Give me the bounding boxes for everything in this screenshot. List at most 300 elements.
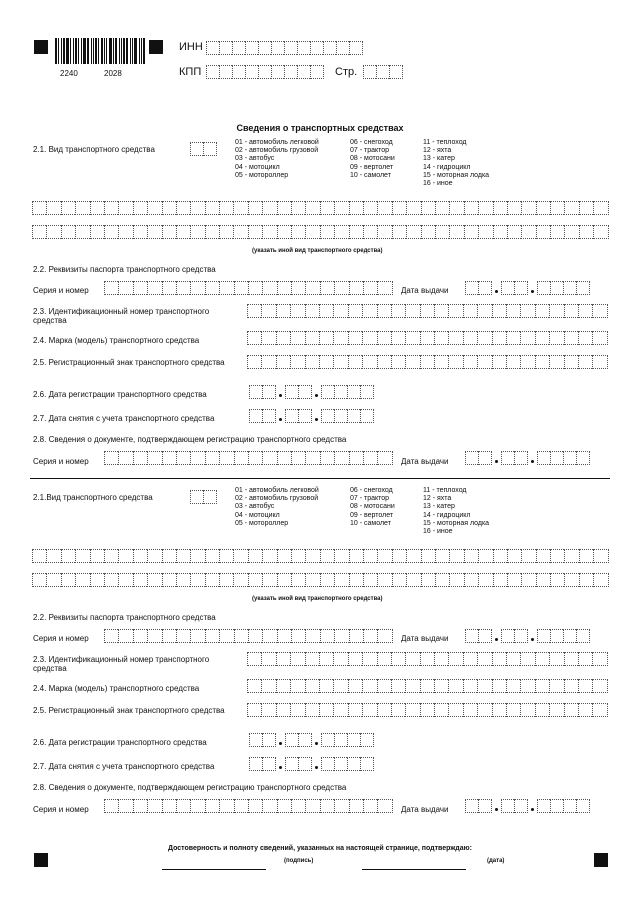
input-cell[interactable] xyxy=(133,799,147,813)
input-cell[interactable] xyxy=(104,573,118,587)
input-cell[interactable] xyxy=(247,703,261,717)
input-cell[interactable] xyxy=(391,679,405,693)
input-cell[interactable] xyxy=(360,757,374,771)
vehicle-type-code-item: 04 - мотоцикл xyxy=(235,163,280,171)
vehicle-type-code-item: 09 - вертолет xyxy=(350,511,394,519)
input-cell[interactable] xyxy=(334,549,348,563)
vehicle-type-code-item: 04 - мотоцикл xyxy=(235,511,280,519)
input-cell[interactable] xyxy=(549,652,563,666)
reg-doc-series-label: Серия и номер xyxy=(33,457,89,466)
input-cell[interactable] xyxy=(290,679,304,693)
input-cell[interactable] xyxy=(593,573,608,587)
input-cell[interactable] xyxy=(477,703,491,717)
date-hint: (дата) xyxy=(487,858,505,864)
reg-doc-series-field[interactable] xyxy=(104,799,393,813)
input-cell[interactable] xyxy=(190,490,203,504)
reg-date-year[interactable] xyxy=(321,733,374,747)
input-cell[interactable] xyxy=(320,549,334,563)
input-cell[interactable] xyxy=(233,573,247,587)
input-cell[interactable] xyxy=(477,652,491,666)
input-cell[interactable] xyxy=(205,799,219,813)
vehicle-type-code-item: 06 - снегоход xyxy=(350,139,393,146)
input-cell[interactable] xyxy=(248,573,262,587)
vehicle-type-code-item: 16 - иное xyxy=(423,528,453,536)
input-cell[interactable] xyxy=(46,573,60,587)
input-cell[interactable] xyxy=(377,652,391,666)
vehicle-type-code-item: 16 - иное xyxy=(423,180,453,188)
input-cell[interactable] xyxy=(463,679,477,693)
input-cell[interactable] xyxy=(464,573,478,587)
input-cell[interactable] xyxy=(333,679,347,693)
input-cell[interactable] xyxy=(578,703,592,717)
input-cell[interactable] xyxy=(478,629,492,643)
dereg-date-year[interactable] xyxy=(321,757,374,771)
input-cell[interactable] xyxy=(465,629,478,643)
input-cell[interactable] xyxy=(421,549,435,563)
input-cell[interactable] xyxy=(190,629,204,643)
input-cell[interactable] xyxy=(507,549,521,563)
input-cell[interactable] xyxy=(334,629,348,643)
reg-doc-issue-date-dot1 xyxy=(495,808,498,811)
input-cell[interactable] xyxy=(262,629,276,643)
input-cell[interactable] xyxy=(305,679,319,693)
other-type-row-1[interactable] xyxy=(32,549,609,563)
vehicle-type-code-item: 10 - самолет xyxy=(350,519,391,527)
input-cell[interactable] xyxy=(478,549,492,563)
input-cell[interactable] xyxy=(147,799,161,813)
input-cell[interactable] xyxy=(564,679,578,693)
input-cell[interactable] xyxy=(349,573,363,587)
input-cell[interactable] xyxy=(520,703,534,717)
input-cell[interactable] xyxy=(435,573,449,587)
input-cell[interactable] xyxy=(90,573,104,587)
input-cell[interactable] xyxy=(305,549,319,563)
input-cell[interactable] xyxy=(162,573,176,587)
reg-sign-label: 2.5. Регистрационный знак транспортного средства xyxy=(33,358,225,367)
input-cell[interactable] xyxy=(133,573,147,587)
input-cell[interactable] xyxy=(334,799,348,813)
input-cell[interactable] xyxy=(321,757,334,771)
input-cell[interactable] xyxy=(564,549,578,563)
input-cell[interactable] xyxy=(434,652,448,666)
vehicle-type-code-item: 05 - мотороллер xyxy=(235,171,289,179)
input-cell[interactable] xyxy=(320,629,334,643)
input-cell[interactable] xyxy=(298,733,312,747)
input-cell[interactable] xyxy=(449,573,463,587)
input-cell[interactable] xyxy=(190,549,204,563)
input-cell[interactable] xyxy=(219,549,233,563)
input-cell[interactable] xyxy=(506,652,520,666)
vehicle-type-code-item: 05 - мотороллер xyxy=(235,519,289,527)
input-cell[interactable] xyxy=(391,703,405,717)
reg-doc-issue-date-label: Дата выдачи xyxy=(401,457,449,466)
input-cell[interactable] xyxy=(363,549,377,563)
reg-doc-label: 2.8. Сведения о документе, подтверждающем регистрацию транспортного средства xyxy=(33,783,347,792)
reg-sign-field[interactable] xyxy=(247,703,608,717)
input-cell[interactable] xyxy=(321,733,334,747)
passport-issue-date-dot2 xyxy=(531,638,534,641)
input-cell[interactable] xyxy=(592,679,607,693)
vehicle-type-code-item: 10 - самолет xyxy=(350,171,391,179)
vehicle-type-label: 2.1. Вид транспортного средства xyxy=(33,145,155,154)
input-cell[interactable] xyxy=(535,652,549,666)
reg-date-month[interactable] xyxy=(285,733,312,747)
input-cell[interactable] xyxy=(434,703,448,717)
input-cell[interactable] xyxy=(320,799,334,813)
input-cell[interactable] xyxy=(434,679,448,693)
vehicle-type-code-item: 11 - теплоход xyxy=(423,139,467,146)
input-cell[interactable] xyxy=(550,573,564,587)
input-cell[interactable] xyxy=(291,799,305,813)
input-cell[interactable] xyxy=(219,629,233,643)
input-cell[interactable] xyxy=(291,573,305,587)
input-cell[interactable] xyxy=(277,629,291,643)
reg-doc-issue-date-month[interactable] xyxy=(501,799,528,813)
input-cell[interactable] xyxy=(362,679,376,693)
input-cell[interactable] xyxy=(190,799,204,813)
input-cell[interactable] xyxy=(176,549,190,563)
input-cell[interactable] xyxy=(550,629,563,643)
input-cell[interactable] xyxy=(514,799,528,813)
input-cell[interactable] xyxy=(205,573,219,587)
passport-series-field[interactable] xyxy=(104,629,393,643)
input-cell[interactable] xyxy=(592,703,607,717)
input-cell[interactable] xyxy=(305,703,319,717)
input-cell[interactable] xyxy=(576,799,590,813)
input-cell[interactable] xyxy=(347,733,360,747)
input-cell[interactable] xyxy=(133,629,147,643)
input-cell[interactable] xyxy=(262,549,276,563)
input-cell[interactable] xyxy=(320,573,334,587)
reg-doc-issue-date-year[interactable] xyxy=(537,799,590,813)
input-cell[interactable] xyxy=(277,573,291,587)
input-cell[interactable] xyxy=(478,799,492,813)
input-cell[interactable] xyxy=(276,703,290,717)
other-type-hint: (указать иной вид транспортного средства) xyxy=(252,596,383,602)
input-cell[interactable] xyxy=(492,703,506,717)
input-cell[interactable] xyxy=(578,652,592,666)
input-cell[interactable] xyxy=(277,799,291,813)
input-cell[interactable] xyxy=(147,549,161,563)
input-cell[interactable] xyxy=(391,652,405,666)
input-cell[interactable] xyxy=(493,573,507,587)
input-cell[interactable] xyxy=(32,573,46,587)
signature-line[interactable] xyxy=(162,869,266,870)
input-cell[interactable] xyxy=(319,652,333,666)
vehicle-type-code-item: 01 - автомобиль легковой xyxy=(235,487,319,494)
input-cell[interactable] xyxy=(291,629,305,643)
vehicle-type-codes-codes-col3 xyxy=(423,487,489,536)
input-cell[interactable] xyxy=(203,490,217,504)
input-cell[interactable] xyxy=(334,573,348,587)
input-cell[interactable] xyxy=(377,679,391,693)
input-cell[interactable] xyxy=(363,629,377,643)
input-cell[interactable] xyxy=(593,549,608,563)
vehicle-type-code-item: 01 - автомобиль легковой xyxy=(235,139,319,146)
input-cell[interactable] xyxy=(276,679,290,693)
input-cell[interactable] xyxy=(550,799,563,813)
brand-label: 2.4. Марка (модель) транспортного средства xyxy=(33,336,200,345)
vehicle-type-code-item: 08 - мотосани xyxy=(350,155,395,163)
input-cell[interactable] xyxy=(247,679,261,693)
input-cell[interactable] xyxy=(592,652,607,666)
input-cell[interactable] xyxy=(405,703,419,717)
input-cell[interactable] xyxy=(333,703,347,717)
input-cell[interactable] xyxy=(319,703,333,717)
input-cell[interactable] xyxy=(578,679,592,693)
input-cell[interactable] xyxy=(392,573,406,587)
input-cell[interactable] xyxy=(61,573,75,587)
input-cell[interactable] xyxy=(435,549,449,563)
dereg-date-month[interactable] xyxy=(285,757,312,771)
passport-issue-date-dot1 xyxy=(495,638,498,641)
input-cell[interactable] xyxy=(464,549,478,563)
input-cell[interactable] xyxy=(118,799,132,813)
reg-date-day[interactable] xyxy=(249,733,276,747)
input-cell[interactable] xyxy=(205,549,219,563)
input-cell[interactable] xyxy=(363,573,377,587)
input-cell[interactable] xyxy=(535,703,549,717)
vehicle-type-code-item: 09 - вертолет xyxy=(350,163,394,171)
input-cell[interactable] xyxy=(377,629,392,643)
input-cell[interactable] xyxy=(276,652,290,666)
vehicle-type-code-item: 14 - гидроцикл xyxy=(423,163,471,171)
input-cell[interactable] xyxy=(448,703,462,717)
vehicle-type-code-item: 03 - автобус xyxy=(235,155,275,163)
input-cell[interactable] xyxy=(549,703,563,717)
reg-doc-issue-date-label: Дата выдачи xyxy=(401,805,449,814)
input-cell[interactable] xyxy=(247,652,261,666)
input-cell[interactable] xyxy=(118,573,132,587)
input-cell[interactable] xyxy=(521,573,535,587)
passport-issue-date-month[interactable] xyxy=(501,629,528,643)
page-label: Стр. xyxy=(335,66,358,78)
input-cell[interactable] xyxy=(478,573,492,587)
input-cell[interactable] xyxy=(233,549,247,563)
vehicle-type-code-item: 07 - трактор xyxy=(350,495,390,503)
input-cell[interactable] xyxy=(147,629,161,643)
vehicle-type-code-item: 08 - мотосани xyxy=(350,503,395,511)
input-cell[interactable] xyxy=(162,799,176,813)
input-cell[interactable] xyxy=(190,573,204,587)
input-cell[interactable] xyxy=(176,573,190,587)
input-cell[interactable] xyxy=(537,799,550,813)
input-cell[interactable] xyxy=(261,703,275,717)
input-cell[interactable] xyxy=(536,549,550,563)
input-cell[interactable] xyxy=(305,799,319,813)
input-cell[interactable] xyxy=(406,573,420,587)
vehicle-type-codes-codes-col1 xyxy=(235,487,319,528)
input-cell[interactable] xyxy=(349,629,363,643)
input-cell[interactable] xyxy=(176,799,190,813)
input-cell[interactable] xyxy=(249,757,262,771)
input-cell[interactable] xyxy=(349,549,363,563)
input-cell[interactable] xyxy=(563,629,576,643)
input-cell[interactable] xyxy=(514,629,528,643)
input-cell[interactable] xyxy=(377,799,392,813)
input-cell[interactable] xyxy=(348,679,362,693)
input-cell[interactable] xyxy=(290,703,304,717)
input-cell[interactable] xyxy=(377,573,391,587)
input-cell[interactable] xyxy=(147,573,161,587)
reg-date-label: 2.6. Дата регистрации транспортного средства xyxy=(33,390,207,399)
input-cell[interactable] xyxy=(104,549,118,563)
input-cell[interactable] xyxy=(507,573,521,587)
input-cell[interactable] xyxy=(420,652,434,666)
input-cell[interactable] xyxy=(363,799,377,813)
date-line[interactable] xyxy=(362,869,466,870)
input-cell[interactable] xyxy=(305,629,319,643)
passport-series-label: Серия и номер xyxy=(33,634,89,643)
input-cell[interactable] xyxy=(104,629,118,643)
input-cell[interactable] xyxy=(277,549,291,563)
input-cell[interactable] xyxy=(465,799,478,813)
passport-issue-date-label: Дата выдачи xyxy=(401,286,449,295)
input-cell[interactable] xyxy=(521,549,535,563)
passport-issue-date-year[interactable] xyxy=(537,629,590,643)
vehicle-type-code-item: 14 - гидроцикл xyxy=(423,511,471,519)
input-cell[interactable] xyxy=(285,733,298,747)
input-cell[interactable] xyxy=(290,652,304,666)
vehicle-type-code-item: 07 - трактор xyxy=(350,147,390,155)
input-cell[interactable] xyxy=(420,679,434,693)
input-cell[interactable] xyxy=(536,573,550,587)
other-type-row-2[interactable] xyxy=(32,573,609,587)
brand-field[interactable] xyxy=(247,679,608,693)
input-cell[interactable] xyxy=(118,549,132,563)
vin-field[interactable] xyxy=(247,652,608,666)
input-cell[interactable] xyxy=(360,733,374,747)
input-cell[interactable] xyxy=(234,799,248,813)
input-cell[interactable] xyxy=(348,652,362,666)
input-cell[interactable] xyxy=(506,703,520,717)
input-cell[interactable] xyxy=(377,549,391,563)
input-cell[interactable] xyxy=(501,629,514,643)
input-cell[interactable] xyxy=(118,629,132,643)
input-cell[interactable] xyxy=(449,549,463,563)
input-cell[interactable] xyxy=(75,573,89,587)
input-cell[interactable] xyxy=(334,733,347,747)
input-cell[interactable] xyxy=(506,679,520,693)
input-cell[interactable] xyxy=(564,703,578,717)
passport-issue-date-day[interactable] xyxy=(465,629,492,643)
input-cell[interactable] xyxy=(32,549,46,563)
passport-label: 2.2. Реквизиты паспорта транспортного средства xyxy=(33,265,216,274)
input-cell[interactable] xyxy=(285,757,298,771)
input-cell[interactable] xyxy=(564,573,578,587)
input-cell[interactable] xyxy=(564,652,578,666)
reg-date-dot1 xyxy=(279,742,282,745)
input-cell[interactable] xyxy=(579,549,593,563)
input-cell[interactable] xyxy=(362,652,376,666)
input-cell[interactable] xyxy=(492,652,506,666)
input-cell[interactable] xyxy=(104,799,118,813)
input-cell[interactable] xyxy=(262,757,276,771)
input-cell[interactable] xyxy=(492,679,506,693)
input-cell[interactable] xyxy=(448,679,462,693)
barcode-number-1: 2240 xyxy=(60,69,78,78)
confirmation-text: Достоверность и полноту сведений, указанных на настоящей странице, подтверждаю: xyxy=(168,845,472,852)
input-cell[interactable] xyxy=(535,679,549,693)
input-cell[interactable] xyxy=(333,652,347,666)
input-cell[interactable] xyxy=(176,629,190,643)
reg-doc-issue-date-day[interactable] xyxy=(465,799,492,813)
input-cell[interactable] xyxy=(520,652,534,666)
input-cell[interactable] xyxy=(420,703,434,717)
input-cell[interactable] xyxy=(298,757,312,771)
input-cell[interactable] xyxy=(248,629,262,643)
input-cell[interactable] xyxy=(262,799,276,813)
input-cell[interactable] xyxy=(563,799,576,813)
input-cell[interactable] xyxy=(501,799,514,813)
input-cell[interactable] xyxy=(347,757,360,771)
input-cell[interactable] xyxy=(305,573,319,587)
barcode-number-2: 2028 xyxy=(104,69,122,78)
reg-doc-label: 2.8. Сведения о документе, подтверждающем регистрацию транспортного средства xyxy=(33,435,347,444)
input-cell[interactable] xyxy=(576,629,590,643)
input-cell[interactable] xyxy=(305,652,319,666)
input-cell[interactable] xyxy=(406,549,420,563)
input-cell[interactable] xyxy=(405,679,419,693)
vehicle-type-code-field[interactable] xyxy=(190,490,217,504)
input-cell[interactable] xyxy=(550,549,564,563)
input-cell[interactable] xyxy=(219,573,233,587)
input-cell[interactable] xyxy=(261,652,275,666)
input-cell[interactable] xyxy=(463,652,477,666)
input-cell[interactable] xyxy=(248,799,262,813)
input-cell[interactable] xyxy=(549,679,563,693)
input-cell[interactable] xyxy=(248,549,262,563)
dereg-date-dot1 xyxy=(279,766,282,769)
input-cell[interactable] xyxy=(334,757,347,771)
input-cell[interactable] xyxy=(477,679,491,693)
input-cell[interactable] xyxy=(262,733,276,747)
input-cell[interactable] xyxy=(493,549,507,563)
input-cell[interactable] xyxy=(319,679,333,693)
input-cell[interactable] xyxy=(90,549,104,563)
input-cell[interactable] xyxy=(75,549,89,563)
input-cell[interactable] xyxy=(421,573,435,587)
input-cell[interactable] xyxy=(579,573,593,587)
input-cell[interactable] xyxy=(133,549,147,563)
input-cell[interactable] xyxy=(46,549,60,563)
input-cell[interactable] xyxy=(537,629,550,643)
input-cell[interactable] xyxy=(362,703,376,717)
input-cell[interactable] xyxy=(234,629,248,643)
vin-label: 2.3. Идентификационный номер транспортного средства xyxy=(33,307,210,325)
input-cell[interactable] xyxy=(219,799,233,813)
input-cell[interactable] xyxy=(448,652,462,666)
dereg-date-day[interactable] xyxy=(249,757,276,771)
dereg-date-label: 2.7. Дата снятия с учета транспортного средства xyxy=(33,762,215,771)
input-cell[interactable] xyxy=(162,629,176,643)
input-cell[interactable] xyxy=(463,703,477,717)
input-cell[interactable] xyxy=(205,629,219,643)
input-cell[interactable] xyxy=(377,703,391,717)
input-cell[interactable] xyxy=(162,549,176,563)
input-cell[interactable] xyxy=(349,799,363,813)
input-cell[interactable] xyxy=(261,679,275,693)
input-cell[interactable] xyxy=(348,703,362,717)
input-cell[interactable] xyxy=(291,549,305,563)
input-cell[interactable] xyxy=(61,549,75,563)
passport-series-label: Серия и номер xyxy=(33,286,89,295)
input-cell[interactable] xyxy=(405,652,419,666)
input-cell[interactable] xyxy=(520,679,534,693)
input-cell[interactable] xyxy=(392,549,406,563)
input-cell[interactable] xyxy=(249,733,262,747)
input-cell[interactable] xyxy=(262,573,276,587)
